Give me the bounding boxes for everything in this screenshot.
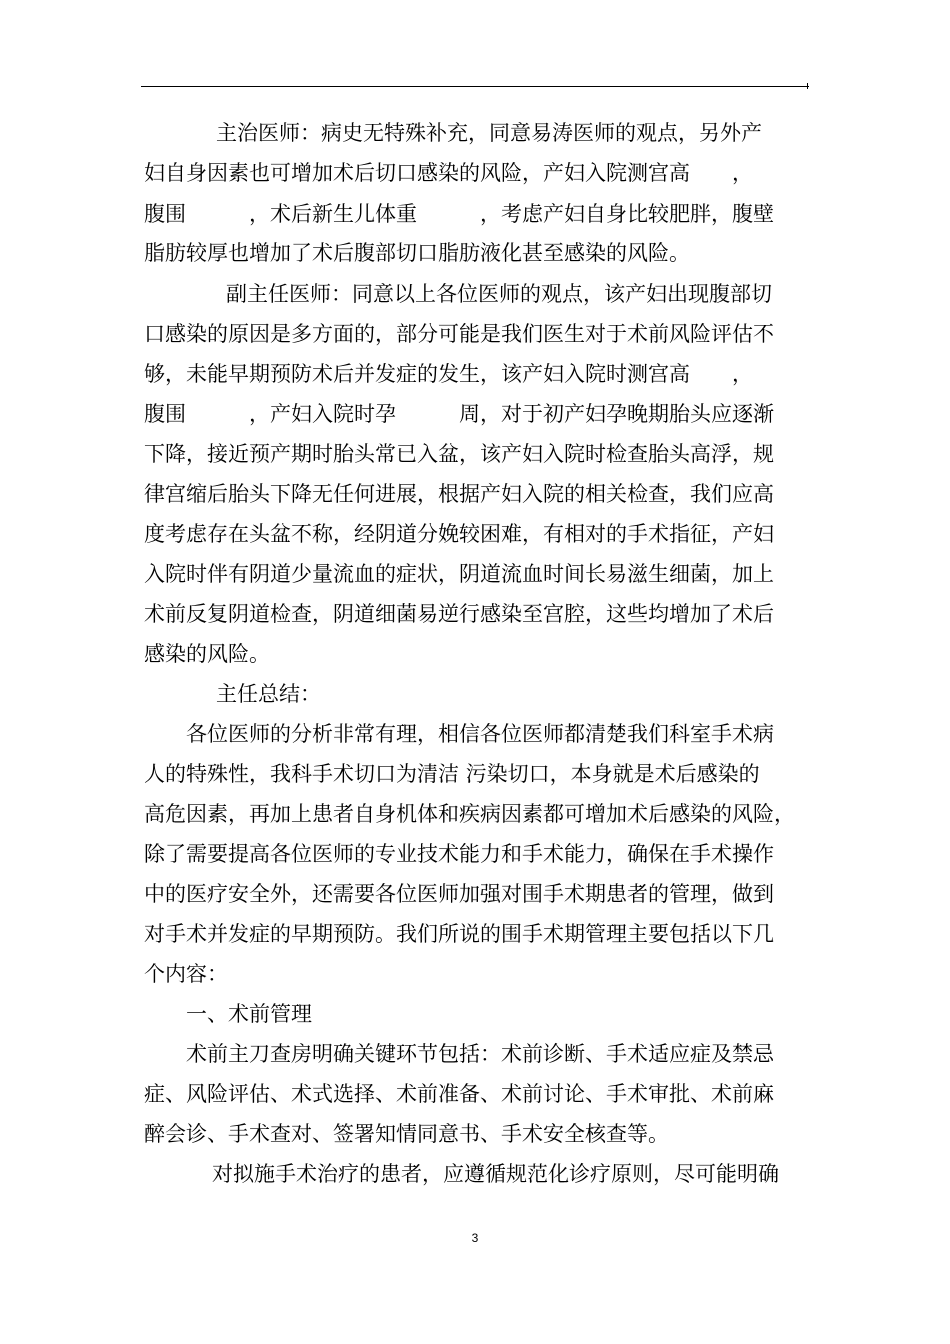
- body-line: 妇自身因素也可增加术后切口感染的风险，产妇入院测宫高 ，: [144, 161, 753, 185]
- body-line: 人的特殊性，我科手术切口为清洁 污染切口，本身就是术后感染的: [144, 762, 760, 786]
- body-line: 个内容：: [144, 962, 228, 986]
- header-rule-end-mark: [807, 83, 808, 89]
- body-line: 术前反复阴道检查，阴道细菌易逆行感染至宫腔，这些均增加了术后: [144, 602, 774, 626]
- body-line: 中的医疗安全外，还需要各位医师加强对围手术期患者的管理，做到: [144, 882, 774, 906]
- body-line: 够，未能早期预防术后并发症的发生，该产妇入院时测宫高 ，: [144, 362, 753, 386]
- section-heading: 主任总结：: [216, 682, 321, 706]
- body-line: 下降，接近预产期时胎头常已入盆，该产妇入院时检查胎头高浮，规: [144, 442, 774, 466]
- body-line: 腹围 ，产妇入院时孕 周，对于初产妇孕晚期胎头应逐渐: [144, 402, 774, 426]
- body-line: 各位医师的分析非常有理，相信各位医师都清楚我们科室手术病: [186, 722, 774, 746]
- section-heading: 一、术前管理: [186, 1002, 312, 1026]
- page-number: 3: [471, 1231, 479, 1245]
- body-line: 腹围 ，术后新生儿体重 ，考虑产妇自身比较肥胖，腹壁: [144, 202, 774, 226]
- body-line: 主治医师：病史无特殊补充，同意易涛医师的观点，另外产: [216, 121, 762, 145]
- body-line: 副主任医师：同意以上各位医师的观点，该产妇出现腹部切: [226, 282, 772, 306]
- body-line: 除了需要提高各位医师的专业技术能力和手术能力，确保在手术操作: [144, 842, 774, 866]
- header-rule: [141, 86, 809, 87]
- body-line: 高危因素，再加上患者自身机体和疾病因素都可增加术后感染的风险，: [144, 802, 795, 826]
- body-line: 醉会诊、手术查对、签署知情同意书、手术安全核查等。: [144, 1122, 669, 1146]
- body-line: 感染的风险。: [144, 642, 270, 666]
- body-line: 律宫缩后胎头下降无任何进展，根据产妇入院的相关检查，我们应高: [144, 482, 774, 506]
- body-line: 对拟施手术治疗的患者，应遵循规范化诊疗原则，尽可能明确: [212, 1162, 779, 1186]
- body-line: 入院时伴有阴道少量流血的症状，阴道流血时间长易滋生细菌，加上: [144, 562, 774, 586]
- body-line: 术前主刀查房明确关键环节包括：术前诊断、手术适应症及禁忌: [186, 1042, 774, 1066]
- body-line: 症、风险评估、术式选择、术前准备、术前讨论、手术审批、术前麻: [144, 1082, 774, 1106]
- body-line: 对手术并发症的早期预防。我们所说的围手术期管理主要包括以下几: [144, 922, 774, 946]
- body-line: 脂肪较厚也增加了术后腹部切口脂肪液化甚至感染的风险。: [144, 241, 690, 265]
- body-line: 口感染的原因是多方面的，部分可能是我们医生对于术前风险评估不: [144, 322, 774, 346]
- body-line: 度考虑存在头盆不称，经阴道分娩较困难，有相对的手术指征，产妇: [144, 522, 774, 546]
